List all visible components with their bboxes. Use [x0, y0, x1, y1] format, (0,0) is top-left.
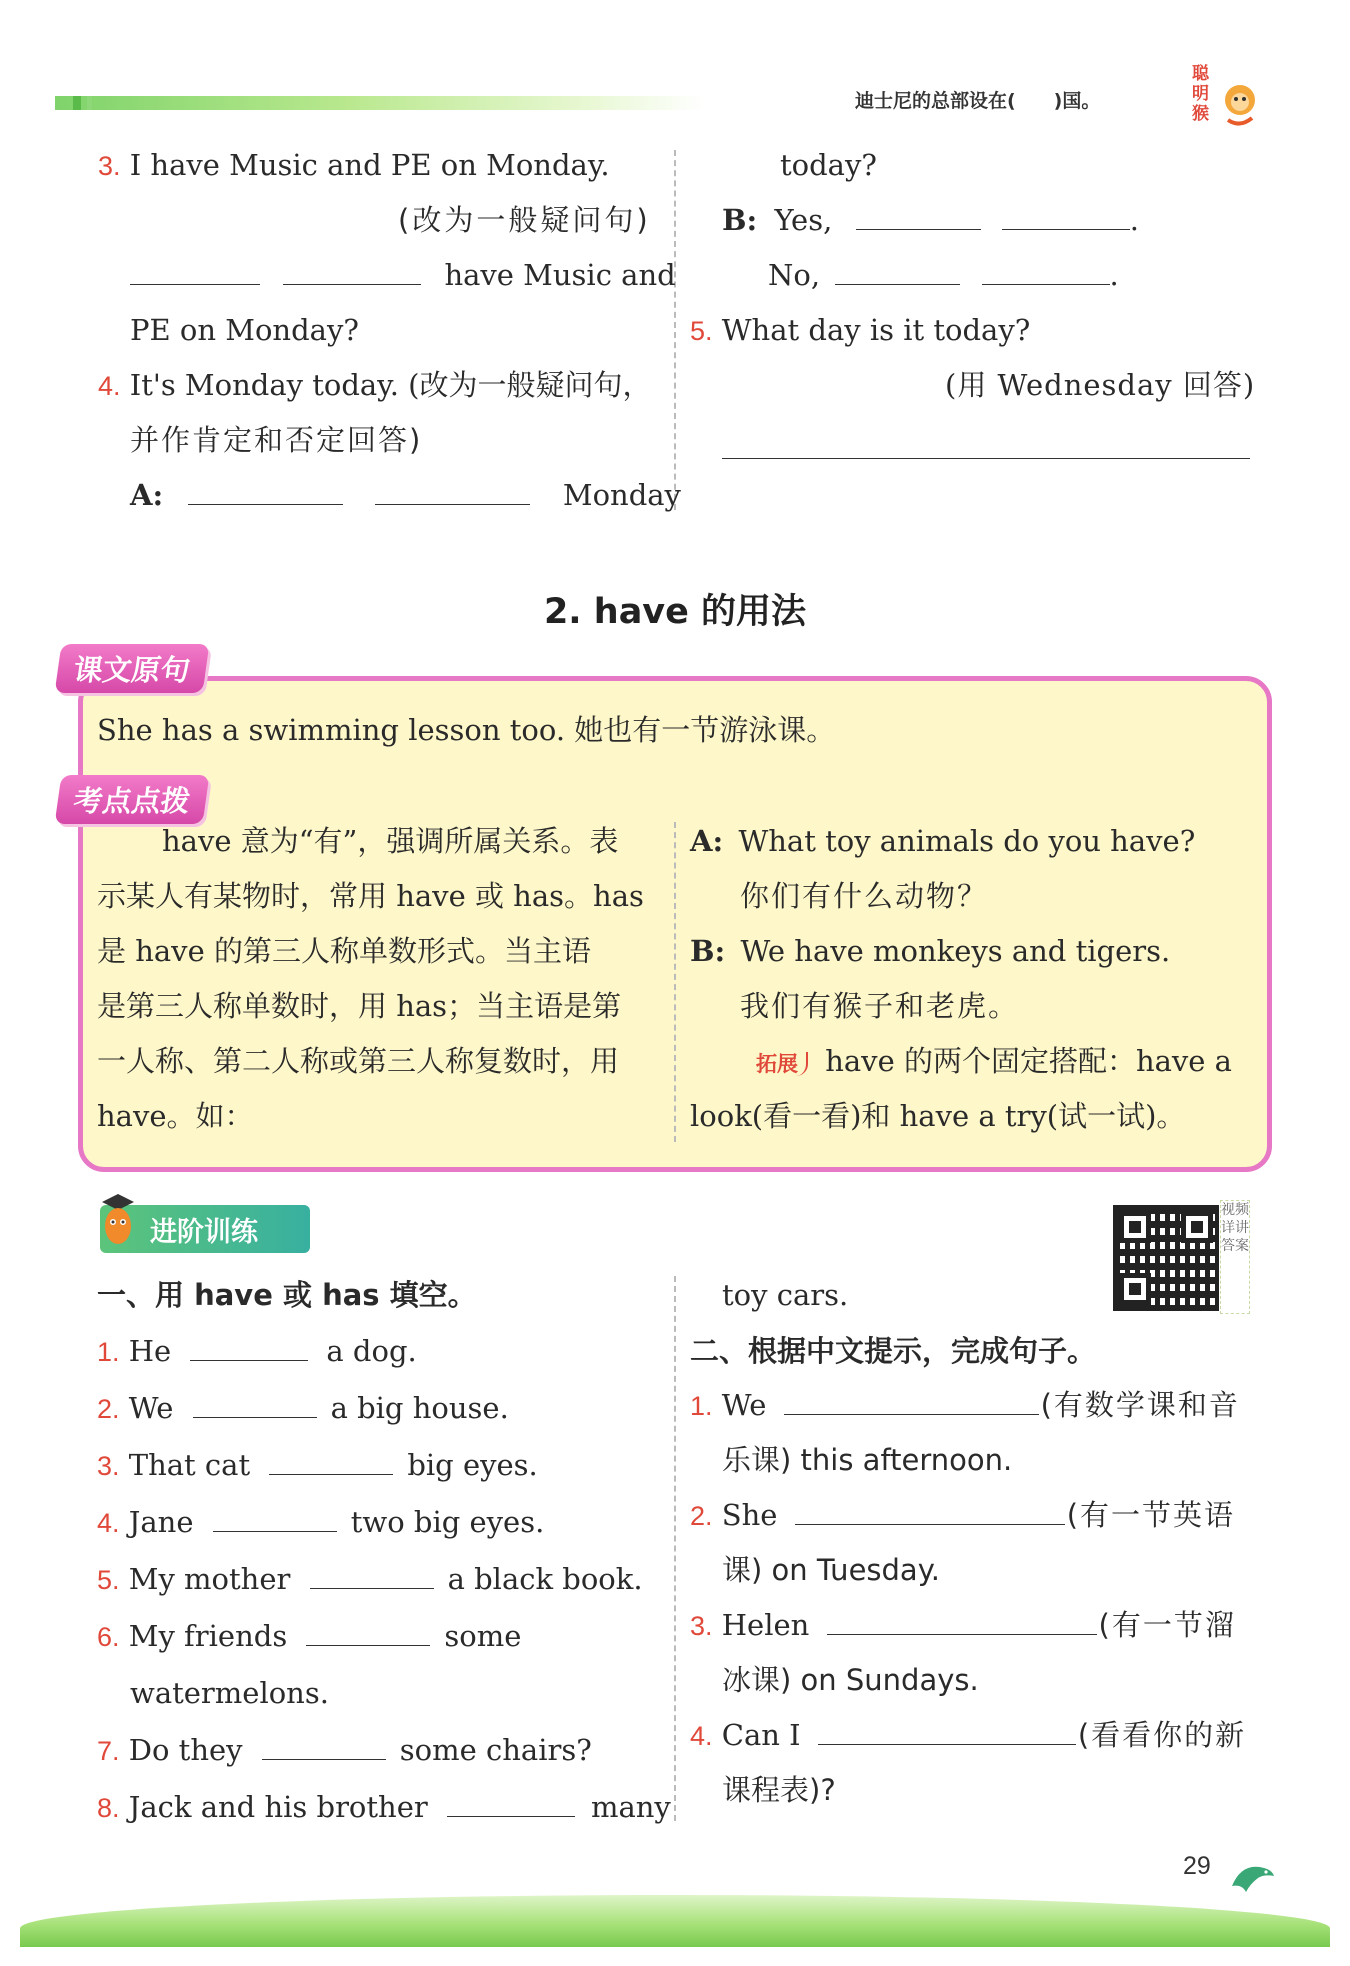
q4-a-label: A: [130, 478, 164, 512]
q3-line3: PE on Monday? [130, 313, 359, 347]
q3-line2-tail: have Music and [444, 258, 676, 292]
part2-q1 [690, 1385, 1240, 1426]
q4-text: It's Monday today. (改为一般疑问句， [129, 368, 652, 402]
example-a-label: A: [690, 824, 724, 858]
q3-answer-line [130, 255, 676, 295]
part1-q6-blank[interactable] [306, 1617, 430, 1646]
example-a [690, 821, 1195, 861]
part1-q1-post: a dog. [326, 1334, 417, 1368]
extend-text-1: have 的两个固定搭配：have a [825, 1044, 1232, 1078]
section-title: 2. have 的用法 [543, 592, 807, 632]
explain-line-4: 是第三人称单数时，用 has；当主语是第 [97, 989, 622, 1023]
q3-blank-2[interactable] [283, 256, 421, 285]
part1-title: 一、用 have 或 has 填空。 [97, 1278, 477, 1312]
part2-q4-cont: 课程表)? [722, 1773, 836, 1807]
part2-q3-blank[interactable] [827, 1606, 1097, 1635]
part1-q3-number: 3. [97, 1451, 120, 1481]
q4-a-blank-2[interactable] [375, 476, 530, 505]
training-mascot-icon [98, 1192, 138, 1254]
part1-q7-number: 7. [97, 1736, 120, 1766]
part2-q2-pre: She [721, 1498, 778, 1532]
part1-q7-blank[interactable] [262, 1731, 386, 1760]
part1-q8-cont: toy cars. [722, 1278, 849, 1312]
q4-b-no-blank-2[interactable] [982, 256, 1110, 285]
part1-q5 [97, 1559, 643, 1600]
part2-q4-number: 4. [690, 1721, 713, 1751]
part1-q3-pre: That cat [128, 1448, 251, 1482]
q3-line [98, 145, 610, 186]
part1-q5-number: 5. [97, 1565, 120, 1595]
q3-number: 3. [98, 151, 121, 181]
part1-q6-cont: watermelons. [130, 1676, 329, 1710]
part2-q4 [690, 1715, 1246, 1756]
extend-line-2: look(看一看)和 have a try(试一试)。 [690, 1099, 1186, 1133]
qr-caption: 视频详讲答案 [1220, 1200, 1250, 1314]
header-question: 迪士尼的总部设在( )国。 [855, 90, 1101, 112]
part2-q3-cont: 冰课) on Sundays. [722, 1663, 979, 1697]
q4-b-yes-blank-2[interactable] [1002, 201, 1130, 230]
qr-code[interactable] [1113, 1205, 1219, 1311]
example-b-cn: 我们有猴子和老虎。 [740, 989, 1020, 1023]
q4-answer-b-no [768, 255, 1119, 295]
part1-q2-post: a big house. [330, 1391, 509, 1425]
part1-q7 [97, 1730, 592, 1771]
q4-text2: 并作肯定和否定回答) [130, 423, 423, 457]
q4-b-no: No, [768, 258, 821, 292]
explain-line-5: 一人称、第二人称或第三人称复数时，用 [97, 1044, 620, 1078]
training-title: 进阶训练 [150, 1217, 258, 1248]
part1-q4-blank[interactable] [213, 1503, 337, 1532]
q5-answer-blank[interactable] [722, 458, 1250, 459]
q3-instruction: (改为一般疑问句) [398, 203, 651, 237]
part2-q3 [690, 1605, 1236, 1646]
q4-line [98, 365, 651, 406]
part1-q8-pre: Jack and his brother [128, 1790, 428, 1824]
example-a-cn: 你们有什么动物？ [740, 879, 989, 913]
q4-today: today? [780, 148, 877, 182]
part2-q3-pre: Helen [721, 1608, 810, 1642]
part1-q3-post: big eyes. [407, 1448, 538, 1482]
part2-q4-hint: (看看你的新 [1077, 1718, 1247, 1752]
part1-q5-blank[interactable] [310, 1560, 434, 1589]
part1-q8 [97, 1787, 671, 1828]
tag-key-points: 考点点拨 [55, 775, 210, 824]
part1-q3 [97, 1445, 538, 1486]
example-a-text: What toy animals do you have? [738, 824, 1196, 858]
q4-a-blank-1[interactable] [188, 476, 343, 505]
part2-q2-cont: 课) on Tuesday. [722, 1553, 940, 1587]
part1-q4 [97, 1502, 544, 1543]
q3-text: I have Music and PE on Monday. [129, 148, 610, 182]
part1-q5-post: a black book. [447, 1562, 643, 1596]
part2-q4-blank[interactable] [818, 1716, 1076, 1745]
q5-line [690, 310, 1030, 351]
page-number: 29 [1183, 1852, 1211, 1880]
bottom-decoration-band [20, 1895, 1330, 1947]
dolphin-icon [1228, 1858, 1276, 1894]
part1-q4-pre: Jane [128, 1505, 194, 1539]
part1-q6 [97, 1616, 521, 1657]
tag-original-sentence: 课文原句 [55, 644, 210, 693]
example-b [690, 931, 1170, 971]
part1-q1-blank[interactable] [190, 1332, 308, 1361]
part2-q1-blank[interactable] [784, 1386, 1039, 1415]
q4-b-yes-blank-1[interactable] [856, 201, 981, 230]
explain-line-6: have。如： [97, 1099, 254, 1133]
part1-q1 [97, 1331, 417, 1372]
part2-q4-pre: Can I [721, 1718, 801, 1752]
explain-line-3: 是 have 的第三人称单数形式。当主语 [97, 934, 591, 968]
part1-q2-blank[interactable] [193, 1389, 317, 1418]
q4-b-yes: Yes, [774, 203, 833, 237]
q5-text: What day is it today? [721, 313, 1031, 347]
q5-instruction: (用 Wednesday 回答) [945, 368, 1256, 402]
q4-b-no-blank-1[interactable] [835, 256, 960, 285]
part1-q8-number: 8. [97, 1793, 120, 1823]
part1-q5-pre: My mother [128, 1562, 291, 1596]
q4-b-dot-2: . [1109, 258, 1119, 292]
extend-line-1 [752, 1041, 1232, 1084]
part1-q2 [97, 1388, 509, 1429]
extend-tag: 拓展 [752, 1052, 808, 1076]
training-column-divider [674, 1276, 676, 1821]
q4-number: 4. [98, 371, 121, 401]
part2-q1-hint: (有数学课和音 [1040, 1388, 1240, 1422]
part1-q1-number: 1. [97, 1337, 120, 1367]
explain-line-1: have 意为“有”，强调所属关系。表 [162, 824, 619, 858]
q4-a-tail: Monday [562, 478, 681, 512]
box-column-divider [674, 822, 676, 1142]
part2-q3-hint: (有一节溜 [1098, 1608, 1236, 1642]
part1-q3-blank[interactable] [269, 1446, 393, 1475]
part1-q2-pre: We [128, 1391, 174, 1425]
q3-blank-1[interactable] [130, 256, 260, 285]
part2-q2-number: 2. [690, 1501, 713, 1531]
part2-q2 [690, 1495, 1235, 1536]
mascot-text: 聪明猴 [1192, 64, 1209, 124]
q5-number: 5. [690, 316, 713, 346]
part1-q6-number: 6. [97, 1622, 120, 1652]
part1-q4-number: 4. [97, 1508, 120, 1538]
part1-q1-pre: He [128, 1334, 172, 1368]
part1-q8-post: many [590, 1790, 671, 1824]
part2-q1-cont: 乐课) this afternoon. [722, 1443, 1013, 1477]
part2-q3-number: 3. [690, 1611, 713, 1641]
part1-q8-blank[interactable] [447, 1788, 575, 1817]
original-sentence: She has a swimming lesson too. 她也有一节游泳课。 [97, 713, 836, 747]
mascot-logo [1188, 62, 1260, 132]
part1-q6-post: some [444, 1619, 522, 1653]
q4-answer-a [130, 475, 681, 515]
q4-answer-b-yes [722, 200, 1139, 240]
part2-q1-pre: We [721, 1388, 767, 1422]
part1-q7-pre: Do they [128, 1733, 243, 1767]
part1-q7-post: some chairs? [399, 1733, 592, 1767]
q4-b-dot-1: . [1129, 203, 1139, 237]
part1-q6-pre: My friends [128, 1619, 288, 1653]
part2-q1-number: 1. [690, 1391, 713, 1421]
q4-b-label: B: [722, 203, 758, 237]
part2-q2-hint: (有一节英语 [1066, 1498, 1236, 1532]
part2-title: 二、根据中文提示，完成句子。 [690, 1334, 1097, 1368]
part2-q2-blank[interactable] [795, 1496, 1065, 1525]
upper-column-divider [674, 150, 676, 510]
header-bar [55, 96, 705, 110]
part1-q4-post: two big eyes. [350, 1505, 545, 1539]
explain-line-2: 示某人有某物时，常用 have 或 has。has [97, 879, 644, 913]
example-b-text: We have monkeys and tigers. [740, 934, 1171, 968]
part1-q2-number: 2. [97, 1394, 120, 1424]
example-b-label: B: [690, 934, 726, 968]
